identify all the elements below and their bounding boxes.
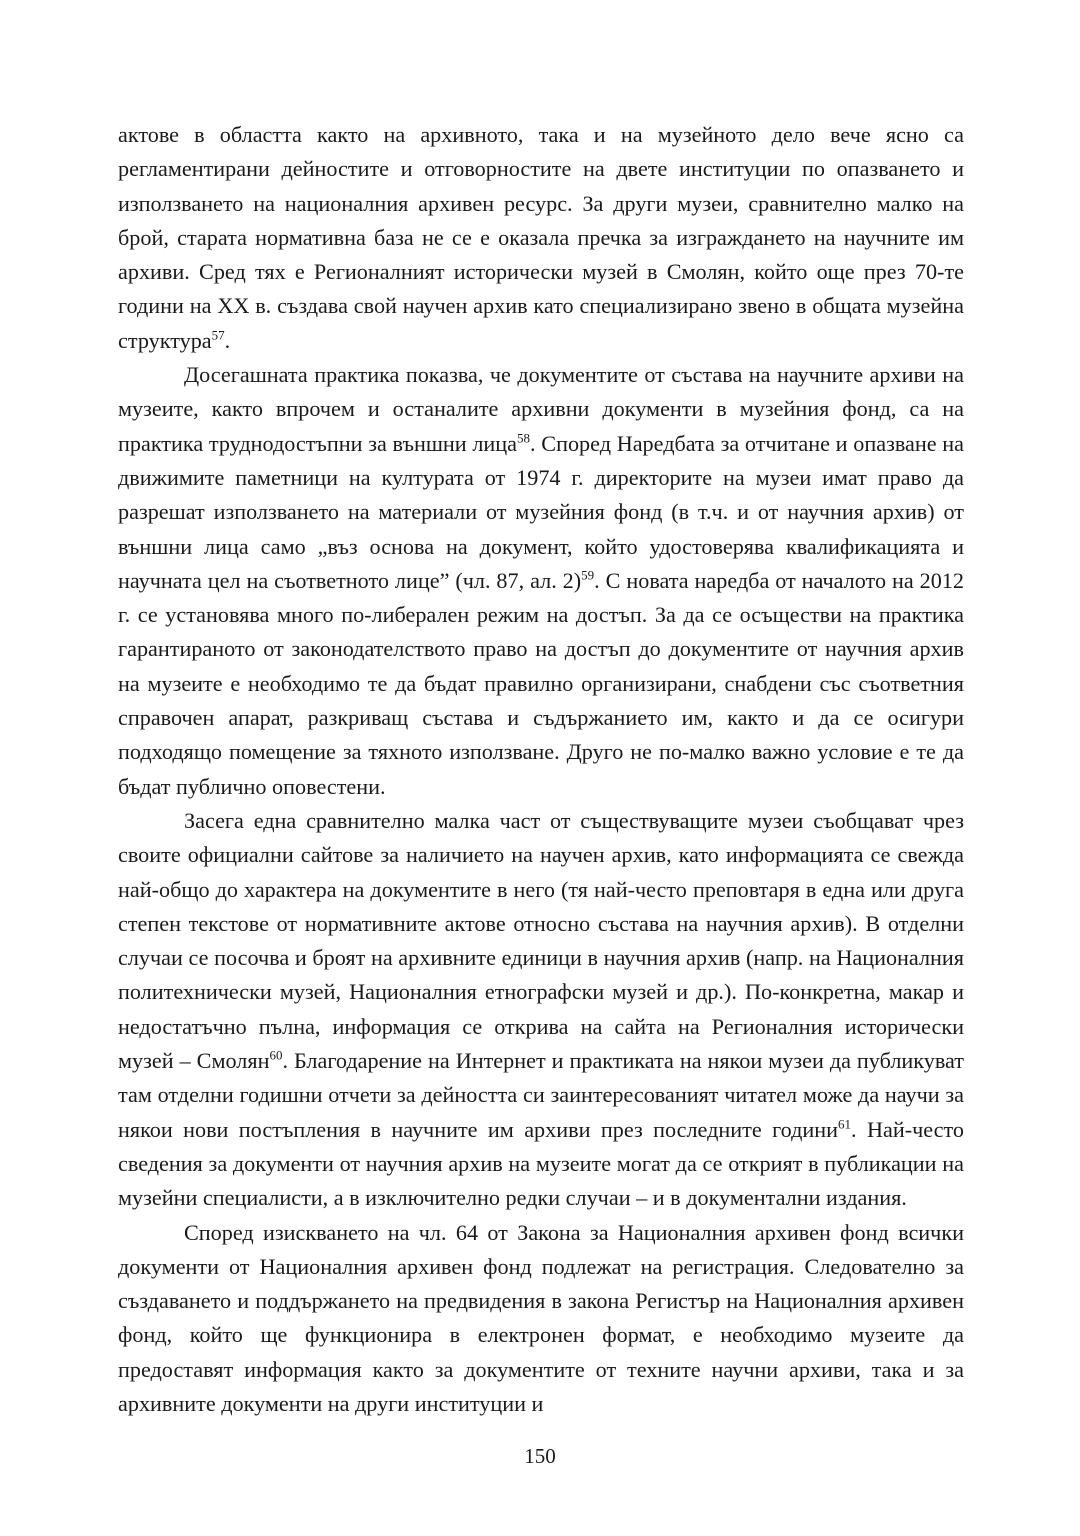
paragraph-2-text-a: Досегашната практика показва, че документите от състава на научните архиви на музеите, както впрочем и останалите архивни документи в музейния фонд, са на практика труднодостъпни за външни лица	[118, 362, 964, 456]
paragraph-1-tail: .	[224, 327, 231, 353]
footnote-ref-60[interactable]: 60	[269, 1047, 283, 1063]
paragraph-3-text-a: Засега една сравнително малка част от съществуващите музеи съобщават чрез своите официални сайтове за наличието на научен архив, като информацията се свежда най-общо до характера на документите в него (тя най-често преповтаря в една или друга степен текстове от нормативните актове относно състава на научния архив). В отделни случаи се посочва и броят на архивните единици в научния архив (напр. на Националния политехнически музей, Националния етнографски музей и др.). По-конкретна, макар и недостатъчно пълна, информация се открива на сайта на Регионалния исторически музей – Смолян	[118, 807, 964, 1074]
paragraph-3-text-b: . Благодарение на Интернет и практиката на някои музеи да публикуват там отделни годишни отчети за дейността си заинтересованият читател може да научи за някои нови постъпления в научните им архиви през последните години	[118, 1048, 964, 1142]
footnote-ref-58[interactable]: 58	[517, 430, 531, 446]
paragraph-1-text: актове в областта както на архивното, така и на музейното дело вече ясно са регламентирани дейностите и отговорностите на двете институции по опазването и използването на националния архивен ресурс. За други музеи, сравнително малко на брой, старата нормативна база не се е оказала пречка за изграждането на научните им архиви. Сред тях е Регионалният исторически музей в Смолян, който още през 70-те години на XX в. създава свой научен архив като специализирано звено в общата музейна структура	[118, 122, 964, 353]
paragraph-4	[118, 1216, 964, 1422]
paragraph-2-text-c: . С новата наредба от началото на 2012 г. се установява много по-либерален режим на достъп. За да се осъществи на практика гарантираното от законодателството право на достъп до документите от научния архив на музеите е необходимо те да бъдат правилно организирани, снабдени със съответния справочен апарат, разкриващ състава и съдържанието им, както и да се осигури подходящо помещение за тяхното използване. Друго не по-малко важно условие е те да бъдат публично оповестени.	[118, 567, 964, 799]
footnote-ref-57[interactable]: 57	[211, 327, 225, 343]
footnote-ref-59[interactable]: 59	[581, 567, 595, 583]
paragraph-3-text-c: . Най-често сведения за документи от научния архив на музеите могат да се открият в публикации на музейни специалисти, а в изключително редки случаи – и в документални издания.	[118, 1116, 964, 1211]
page-body	[118, 118, 964, 1421]
paragraph-3	[118, 804, 964, 1216]
paragraph-2	[118, 358, 964, 804]
paragraph-4-text: Според изискването на чл. 64 от Закона за Националния архивен фонд всички документи от Националния архивен фонд подлежат на регистрация. Следователно за създаването и поддържането на предвидения в закона Регистър на Националния архивен фонд, който ще функционира в електронен формат, е необходимо музеите да предоставят информация както за документите от техните научни архиви, така и за архивните документи на други институции и	[118, 1219, 964, 1416]
paragraph-2-text-b: . Според Наредбата за отчитане и опазване на движимите паметници на културата от 1974 г. директорите на музеи имат право да разрешат използването на материали от музейния фонд (в т.ч. и от научния архив) от външни лица само „въз основа на документ, който удостоверява квалификацията и научната цел на съответното лице” (чл. 87, ал. 2)	[118, 430, 965, 593]
footnote-ref-61[interactable]: 61	[838, 1116, 851, 1132]
paragraph-1	[118, 118, 964, 358]
page-number: 150	[524, 1444, 556, 1468]
